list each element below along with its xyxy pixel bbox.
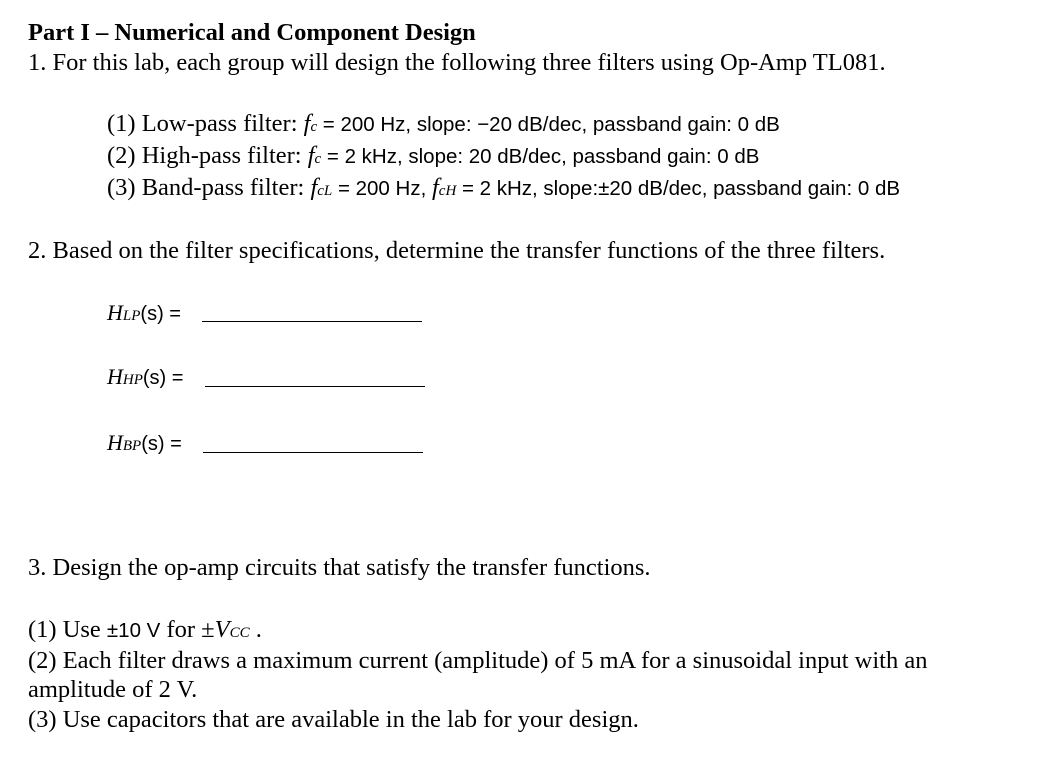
freq-subscript-low: cL <box>317 183 333 199</box>
tf-symbol: H <box>107 300 123 325</box>
freq-symbol-low: f <box>310 174 318 201</box>
freq-symbol-high: f <box>431 174 439 201</box>
filter-spec-lowpass <box>107 109 780 142</box>
req1-mid: for ± <box>160 616 215 643</box>
answer-blank-lp[interactable] <box>202 321 422 322</box>
filter-spec-values: = 2 kHz, slope: 20 dB/dec, passband gain: 0 dB <box>321 145 760 168</box>
freq-symbol: f <box>307 142 315 169</box>
filter-spec-bandpass <box>107 173 900 206</box>
tf-subscript: BP <box>122 438 142 454</box>
tf-symbol: H <box>107 430 123 455</box>
tf-suffix: (s) = <box>140 303 181 325</box>
tf-symbol: H <box>107 364 123 389</box>
req1-end: . <box>249 616 262 643</box>
filter-label: (3) Band-pass filter: <box>107 174 311 201</box>
req1-value: ±10 V <box>106 619 161 642</box>
tf-suffix: (s) = <box>142 367 184 389</box>
filter-spec-values-high: = 2 kHz, slope:±20 dB/dec, passband gain: 0 dB <box>456 177 901 200</box>
question-1-intro: 1. For this lab, each group will design the following three filters using Op-Amp TL081. <box>28 49 886 76</box>
requirement-2-line-2: amplitude of 2 V. <box>28 676 198 703</box>
filter-label: (2) High-pass filter: <box>107 142 308 169</box>
question-3-intro: 3. Design the op-amp circuits that satisfy the transfer functions. <box>28 554 651 581</box>
req1-subscript: CC <box>229 625 250 641</box>
requirement-3: (3) Use capacitors that are available in the lab for your design. <box>28 706 639 733</box>
transfer-function-hp <box>107 362 183 395</box>
requirement-1 <box>28 615 262 648</box>
answer-blank-hp[interactable] <box>205 386 425 387</box>
filter-spec-values: = 200 Hz, slope: −20 dB/dec, passband gain: 0 dB <box>317 113 780 136</box>
filter-label: (1) Low-pass filter: <box>107 110 304 137</box>
transfer-function-bp <box>107 428 182 461</box>
part-title: Part I – Numerical and Component Design <box>28 19 476 46</box>
tf-subscript: LP <box>122 308 141 324</box>
tf-subscript: HP <box>122 372 143 388</box>
req1-symbol: V <box>214 616 230 643</box>
freq-symbol: f <box>303 110 311 137</box>
freq-subscript: c <box>310 119 318 135</box>
answer-blank-bp[interactable] <box>203 452 423 453</box>
filter-spec-values-low: = 200 Hz, <box>332 177 432 200</box>
freq-subscript-high: cH <box>438 183 457 199</box>
req1-prefix: (1) Use <box>28 616 107 643</box>
filter-spec-highpass <box>107 141 759 174</box>
requirement-2-line-1: (2) Each filter draws a maximum current (amplitude) of 5 mA for a sinusoidal input with an <box>28 647 928 674</box>
freq-subscript: c <box>314 151 322 167</box>
tf-suffix: (s) = <box>141 433 182 455</box>
question-2-intro: 2. Based on the filter specifications, determine the transfer functions of the three filters. <box>28 237 886 264</box>
transfer-function-lp <box>107 298 181 331</box>
